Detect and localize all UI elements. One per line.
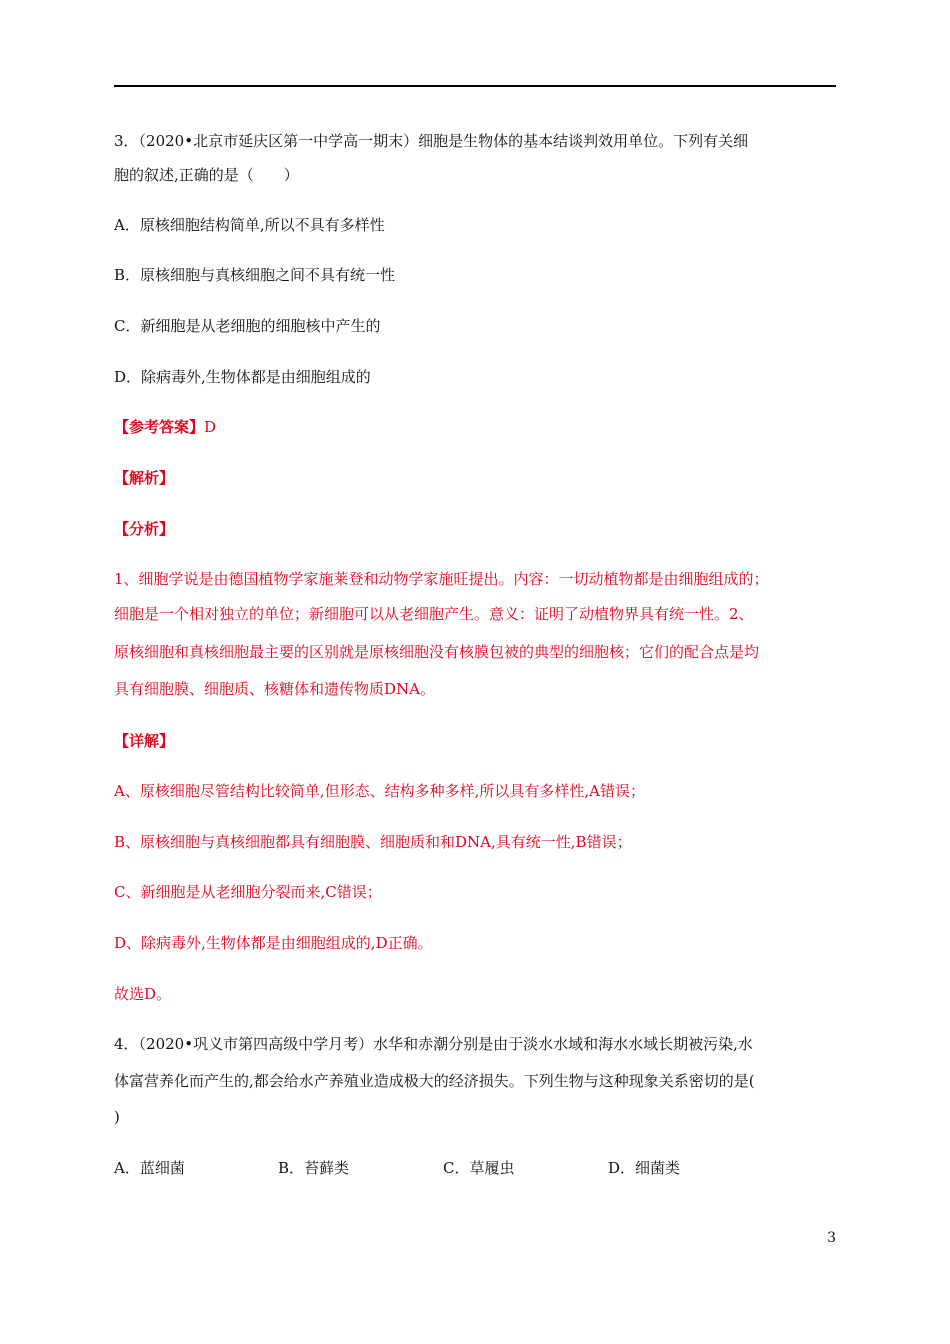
q3-option-d: D．除病毒外,生物体都是由细胞组成的 [114, 368, 371, 386]
q3-option-c: C．新细胞是从老细胞的细胞核中产生的 [114, 317, 381, 335]
detail-line: D、除病毒外,生物体都是由细胞组成的,D正确。 [114, 934, 433, 952]
fenxi-line: 原核细胞和真核细胞最主要的区别就是原核细胞没有核膜包被的典型的细胞核；它们的配合点是均 [114, 643, 760, 661]
q3-option-b: B．原核细胞与真核细胞之间不具有统一性 [114, 266, 396, 284]
q4-stem-line1: 4．（2020•巩义市第四高级中学月考）水华和赤潮分别是由于淡水水域和海水水域长期被污染,水 [114, 1035, 753, 1053]
fenxi-heading: 【分析】 [114, 520, 175, 538]
detail-heading: 【详解】 [114, 732, 175, 750]
detail-line: B、原核细胞与真核细胞都具有细胞膜、细胞质和和DNA,具有统一性,B错误； [114, 833, 632, 851]
conclusion: 故选D。 [114, 985, 172, 1003]
fenxi-line: 细胞是一个相对独立的单位；新细胞可以从老细胞产生。意义：证明了动植物界具有统一性。2、 [114, 605, 754, 623]
detail-line: A、原核细胞尽管结构比较简单,但形态、结构多种多样,所以具有多样性,A错误； [114, 782, 645, 800]
fenxi-line: 具有细胞膜、细胞质、核糖体和遗传物质DNA。 [114, 680, 435, 698]
page-number: 3 [827, 1230, 836, 1246]
answer-label: 【参考答案】 [114, 418, 205, 436]
q3-answer [114, 416, 838, 438]
q3-stem-line2: 胞的叙述,正确的是（ ） [114, 166, 299, 184]
q4-stem-line2: 体富营养化而产生的,都会给水产养殖业造成极大的经济损失。下列生物与这种现象关系密切的是( [114, 1072, 755, 1090]
q3-option-a: A．原核细胞结构简单,所以不具有多样性 [114, 216, 385, 234]
answer-value: D [204, 418, 217, 436]
analysis-heading: 【解析】 [114, 469, 175, 487]
q4-option-a: A．蓝细菌 [114, 1159, 185, 1177]
q4-stem-line3: ) [114, 1108, 120, 1126]
q4-option-c: C．草履虫 [443, 1159, 515, 1177]
q4-option-b: B．苔藓类 [278, 1159, 350, 1177]
q4-option-d: D．细菌类 [608, 1159, 681, 1177]
header-rule [114, 85, 836, 87]
fenxi-line: 1、细胞学说是由德国植物学家施莱登和动物学家施旺提出。内容：一切动植物都是由细胞组成的； [114, 570, 769, 588]
q3-stem-line1: 3．（2020•北京市延庆区第一中学高一期末）细胞是生物体的基本结谈判效用单位。下列有关细 [114, 132, 749, 150]
detail-line: C、新细胞是从老细胞分裂而来,C错误； [114, 883, 382, 901]
